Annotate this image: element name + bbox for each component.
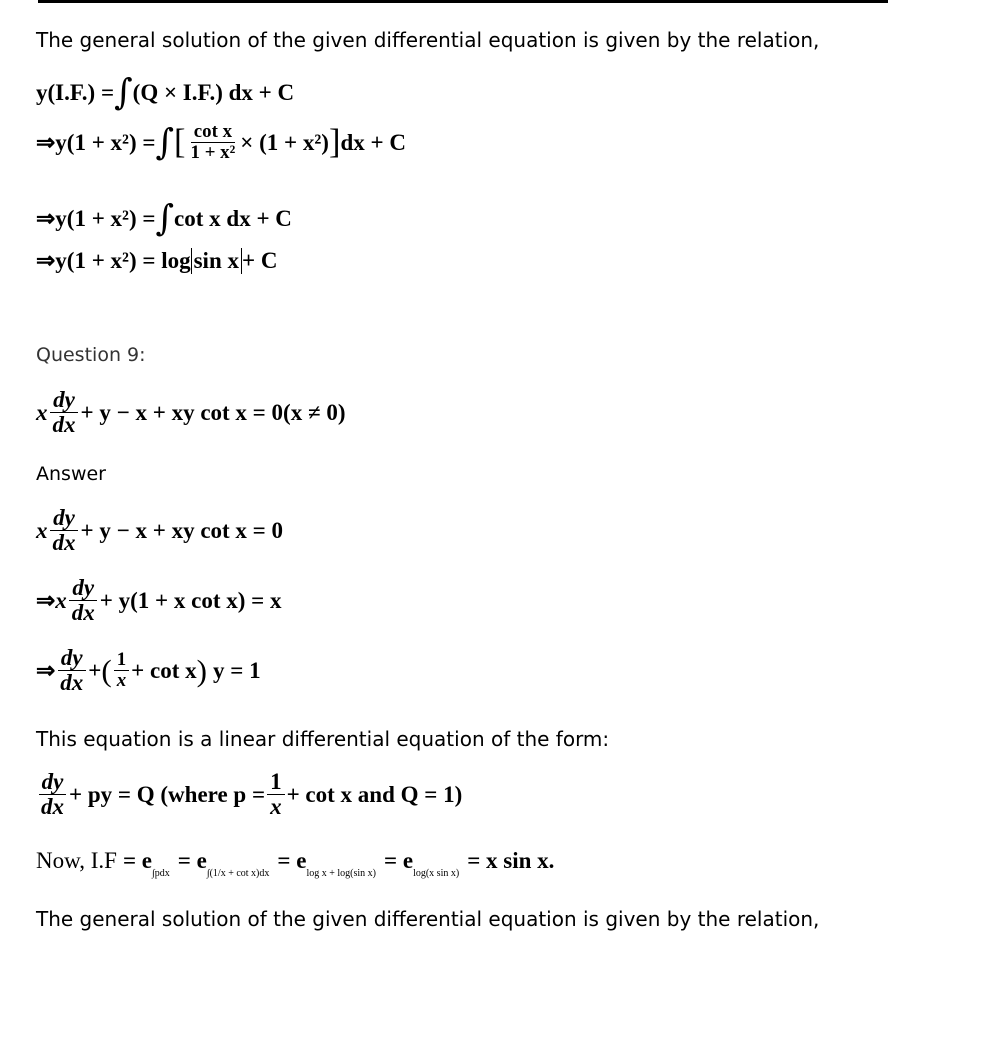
if-result: = x sin x. — [467, 848, 555, 873]
implies-arrow: ⇒ — [36, 129, 56, 155]
answer-eq-1 — [36, 506, 283, 555]
eq4-lhs: y(1 + x²) = log — [55, 248, 191, 273]
if-e1: = e — [122, 848, 153, 873]
lin-rest: + py = Q (where p = — [69, 781, 266, 807]
answer-label: Answer — [36, 463, 106, 485]
fraction — [50, 388, 79, 437]
a2-pre: x — [55, 587, 67, 613]
top-divider — [38, 0, 888, 3]
if-e4: = e — [384, 848, 414, 873]
fraction-numerator: cot x — [191, 122, 235, 143]
eq1-rhs: (Q × I.F.) dx + C — [132, 79, 295, 105]
fraction-numerator: 1 — [114, 650, 129, 671]
fraction-denominator: dx — [52, 530, 76, 556]
fraction-denominator: x — [270, 794, 282, 820]
eq2-lhs: y(1 + x²) = — [55, 129, 156, 155]
eq-substitution: ⇒ y(1 + x²) = ∫ [ $\frac{\text{cot x}}{\text{1 + x²}}$ × (1 + x²) ] dx + C — [36, 121, 406, 163]
question-equation — [36, 388, 345, 437]
fraction-denominator: dx — [60, 670, 84, 696]
fraction-numerator: dy — [50, 506, 78, 531]
linear-form-equation — [36, 770, 462, 819]
fraction-numerator: 1 — [267, 770, 285, 795]
eq2-end: dx + C — [340, 129, 406, 155]
answer-eq-3: ⇒ $\frac{dy}{dx}$ + ( $\frac{1}{x}$ + cot x ) y = 1 — [36, 645, 261, 696]
a2-rest: + y(1 + x cot x) = x — [99, 587, 282, 613]
fraction-denominator: dx — [71, 600, 95, 626]
a3-rest: y = 1 — [213, 657, 261, 683]
fraction — [267, 770, 285, 819]
a1-pre: x — [36, 517, 48, 543]
fraction-denominator: 1 + x² — [190, 142, 236, 163]
integrating-factor-equation: Now, I.F = e ∫pdx = e ∫(1/x + cot x)dx = e log x + log(sin x) = e log(x sin x) = x sin x. — [36, 848, 555, 879]
eq4-rhs: + C — [242, 248, 278, 273]
eq3-lhs: y(1 + x²) = — [55, 205, 156, 231]
fraction-denominator: x — [116, 670, 127, 692]
fraction — [188, 122, 239, 163]
eq4-abs: sin x — [191, 248, 242, 274]
implies-arrow: ⇒ — [36, 657, 56, 683]
a3-inner-rest: + cot x — [131, 657, 197, 683]
fraction-denominator: dx — [52, 412, 76, 438]
fraction-numerator: dy — [58, 646, 86, 671]
eq1-lhs: y(I.F.) = — [36, 79, 115, 105]
if-e3: = e — [277, 848, 307, 873]
integral-icon: ∫ — [114, 72, 133, 113]
eq3-rhs: cot x dx + C — [174, 205, 292, 231]
fraction-denominator: dx — [41, 794, 64, 820]
question-label: Question 9: — [36, 344, 146, 366]
eq-result — [36, 248, 277, 274]
implies-arrow: ⇒ — [36, 248, 56, 273]
implies-arrow: ⇒ — [36, 587, 56, 613]
fraction-numerator: dy — [39, 770, 67, 795]
if-e2: = e — [177, 848, 207, 873]
lin-tail: + cot x and Q = 1) — [286, 781, 463, 807]
fraction — [57, 646, 86, 695]
intro-text: The general solution of the given differential equation is given by the relation, — [36, 28, 820, 52]
fraction — [69, 576, 98, 625]
fraction-numerator: dy — [69, 576, 97, 601]
q-rest: + y − x + xy cot x = 0(x ≠ 0) — [80, 399, 346, 425]
linear-text: This equation is a linear differential equation of the form: — [36, 727, 610, 751]
integral-icon: ∫ — [155, 122, 175, 163]
if-label: Now, I.F — [36, 848, 117, 873]
eq2-tail: × (1 + x²) — [240, 129, 329, 155]
integral-icon: ∫ — [155, 198, 175, 239]
fraction-numerator: dy — [50, 388, 78, 413]
eq-simplified — [36, 198, 292, 239]
eq-if-relation — [36, 72, 294, 113]
answer-eq-2 — [36, 576, 282, 625]
a1-rest: + y − x + xy cot x = 0 — [80, 517, 284, 543]
a3-plus: + — [88, 657, 102, 683]
implies-arrow: ⇒ — [36, 205, 56, 231]
fraction — [114, 650, 129, 691]
q-pre: x — [36, 399, 48, 425]
fraction — [38, 770, 67, 819]
fraction — [50, 506, 79, 555]
closing-text: The general solution of the given differential equation is given by the relation, — [36, 907, 820, 931]
